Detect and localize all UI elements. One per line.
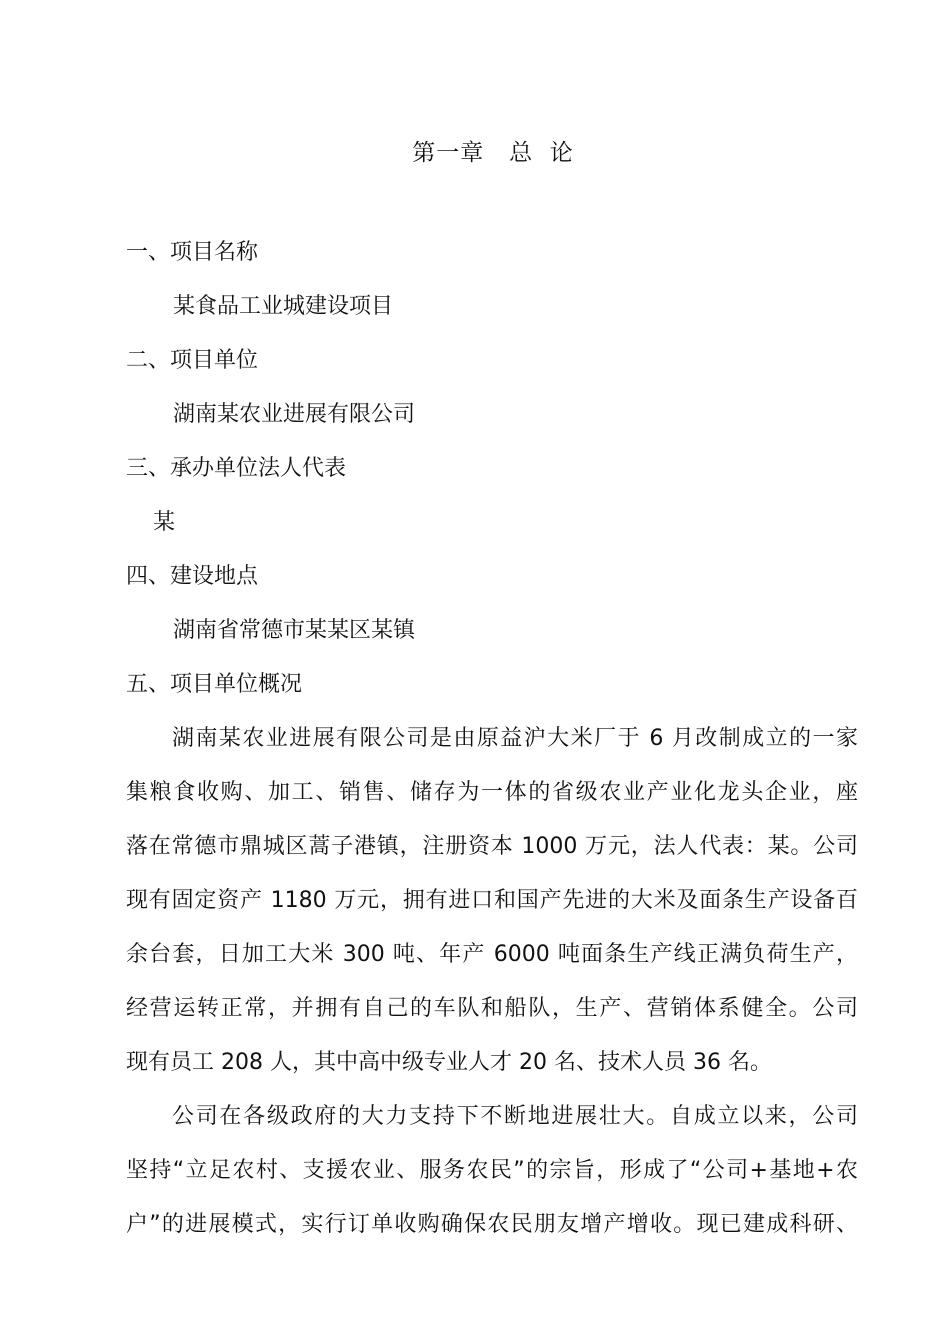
paragraph-1-line-2: 集粮食收购、加工、销售、储存为一体的省级农业产业化龙头企业，座: [126, 780, 858, 805]
project-unit: 湖南某农业进展有限公司: [173, 402, 416, 427]
section-heading-1: 一、项目名称: [126, 240, 259, 265]
paragraph-1-line-6: 经营运转正常，并拥有自己的车队和船队，生产、营销体系健全。公司: [126, 996, 858, 1021]
paragraph-1-line-5: 余台套，日加工大米 300 吨、年产 6000 吨面条生产线正满负荷生产，: [126, 942, 858, 967]
paragraph-1-line-1: 湖南某农业进展有限公司是由原益沪大米厂于 6 月改制成立的一家: [172, 726, 858, 751]
paragraph-1-line-3: 落在常德市鼎城区蒿子港镇，注册资本 1000 万元，法人代表：某。公司: [126, 834, 858, 859]
section-heading-4: 四、建设地点: [126, 564, 259, 589]
section-heading-3: 三、承办单位法人代表: [126, 456, 347, 481]
legal-representative: 某: [153, 510, 176, 535]
paragraph-2-line-2: 坚持“立足农村、支援农业、服务农民”的宗旨，形成了“公司+基地+农: [126, 1158, 858, 1183]
construction-site: 湖南省常德市某某区某镇: [173, 618, 416, 643]
project-name: 某食品工业城建设项目: [173, 294, 394, 319]
paragraph-1-line-4: 现有固定资产 1180 万元，拥有进口和国产先进的大米及面条生产设备百: [126, 888, 858, 913]
chapter-title: 第一章 总 论: [412, 140, 574, 166]
paragraph-1-line-7: 现有员工 208 人，其中高中级专业人才 20 名、技术人员 36 名。: [126, 1050, 772, 1075]
paragraph-2-line-1: 公司在各级政府的大力支持下不断地进展壮大。自成立以来，公司: [172, 1104, 858, 1129]
paragraph-2-line-3: 户”的进展模式，实行订单收购确保农民朋友增产增收。现已建成科研、: [126, 1212, 858, 1237]
section-heading-2: 二、项目单位: [126, 348, 259, 373]
section-heading-5: 五、项目单位概况: [126, 672, 303, 697]
